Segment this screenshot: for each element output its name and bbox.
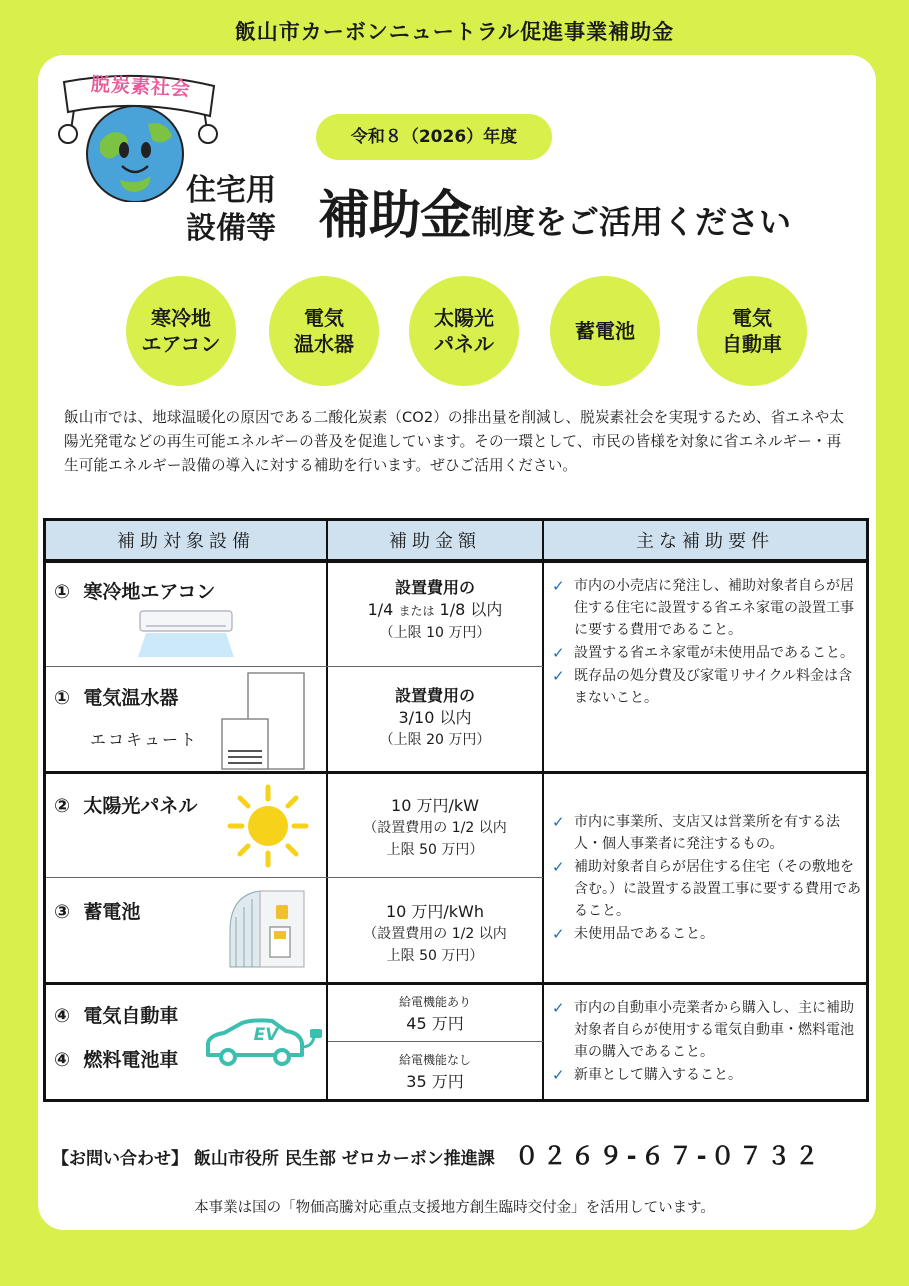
check-icon: ✓ [552, 667, 565, 685]
amount-line3: 上限 50 万円） [386, 948, 484, 964]
check-icon: ✓ [552, 925, 565, 943]
category-circle-ev: 電気 自動車 [697, 276, 807, 386]
headline-rest: 制度をご活用ください [471, 203, 792, 241]
amount-line1: 設置費用の [394, 578, 475, 597]
requirement-item: ✓ 設置する省エネ家電が未使用品であること。 [552, 644, 854, 662]
table-header-requirements: 主な補助要件 [544, 521, 866, 561]
amount-line1: 10 万円/kW [391, 796, 479, 815]
footer-note: 本事業は国の「物価高騰対応重点支援地方創生臨時交付金」を活用しています。 [194, 1200, 715, 1216]
table-row-aircon [54, 577, 215, 604]
group-divider-1 [46, 771, 866, 774]
sun-icon [226, 783, 310, 869]
contact-label: 【お問い合わせ】 [52, 1149, 188, 1169]
requirement-item: ✓ 未使用品であること。 [552, 925, 714, 943]
subject-label [186, 172, 306, 248]
item-name: 電気温水器 [83, 687, 179, 709]
table-row-ev [54, 1001, 178, 1028]
item-number: ① [54, 581, 71, 603]
amount-line1: 設置費用の [394, 686, 475, 705]
col-divider-2 [542, 521, 544, 1099]
requirement-item: ✓ 新車として購入すること。 [552, 1066, 742, 1084]
ev-badge-text: EV [253, 1025, 279, 1045]
check-icon: ✓ [552, 813, 565, 831]
row-divider-2 [46, 877, 543, 878]
subsidy-table [43, 518, 869, 1102]
row-divider-3 [328, 1041, 543, 1042]
mascot-banner-text: 脱炭素社会 [90, 73, 192, 101]
table-row-water-heater [54, 683, 178, 710]
category-circles [0, 276, 909, 386]
amount-ev [328, 991, 542, 1035]
item-sub-ecocute: エコキュート [90, 730, 199, 749]
amount-fcv [328, 1049, 542, 1093]
item-number: ① [54, 687, 71, 709]
headline-big: 補助金 [318, 186, 472, 246]
requirement-item: ✓ 市内の小売店に発注し、補助対象者自らが居住する住宅に設置する省エネ家電の設置工事に要する費用であること。 [552, 577, 854, 638]
check-icon: ✓ [552, 644, 565, 662]
amount-sub: 給電機能なし [398, 1053, 471, 1067]
subject-line1: 住宅用 [186, 173, 276, 208]
item-number: ④ [54, 1005, 71, 1027]
amount-value: 35 万円 [406, 1072, 464, 1091]
requirements-group-vehicles [550, 997, 862, 1087]
category-circle-water-heater: 電気 温水器 [269, 276, 379, 386]
amount-battery [328, 901, 542, 967]
check-icon: ✓ [552, 577, 565, 595]
category-circle-solar: 太陽光 パネル [409, 276, 519, 386]
item-name: 太陽光パネル [83, 795, 198, 817]
amount-line2: （設置費用の 1/2 以内 [363, 926, 507, 942]
amount-line3: 上限 50 万円） [386, 842, 484, 858]
amount-aircon [328, 577, 542, 644]
amount-line1: 10 万円/kWh [385, 902, 485, 921]
item-number: ② [54, 795, 71, 817]
table-row-fcv [54, 1045, 178, 1072]
intro-paragraph: 飯山市では、地球温暖化の原因である二酸化炭素（CO2）の排出量を削減し、脱炭素社会を実現するため、省エネや太陽光発電などの再生可能エネルギーの普及を促進しています。その一環として、市民の皆様を対象に省エネルギー・再生可能エネルギー設備の導入に対する補助を行います。ぜひご活用ください。 [64, 409, 845, 474]
requirement-item: ✓ 補助対象者自らが居住する住宅（その敷地を含む。）に設置する設置工事に要する費用であること。 [552, 858, 861, 919]
category-circle-aircon: 寒冷地 エアコン [126, 276, 236, 386]
row-divider-1 [46, 666, 543, 667]
table-header-equipment: 補助対象設備 [46, 521, 326, 561]
air-conditioner-icon [136, 609, 236, 659]
check-icon: ✓ [552, 999, 565, 1017]
table-row-solar [54, 791, 197, 818]
subject-line2: 設備等 [186, 211, 276, 246]
check-icon: ✓ [552, 1066, 565, 1084]
group-divider-2 [46, 982, 866, 985]
amount-solar [328, 795, 542, 861]
amount-line3: （上限 10 万円） [379, 625, 491, 641]
item-name: 蓄電池 [83, 901, 141, 923]
table-header-amount: 補助金額 [328, 521, 542, 561]
item-number: ③ [54, 901, 71, 923]
item-name: 電気自動車 [83, 1005, 179, 1027]
header-divider [46, 561, 866, 563]
item-number: ④ [54, 1049, 71, 1071]
contact-phone: ０２６９-６７-０７３２ [514, 1142, 823, 1170]
amount-value: 45 万円 [406, 1014, 464, 1033]
contact-office: 飯山市役所 民生部 ゼロカーボン推進課 [193, 1149, 495, 1169]
check-icon: ✓ [552, 858, 565, 876]
item-name: 寒冷地エアコン [83, 581, 216, 603]
requirements-group-solar-battery [550, 811, 862, 946]
item-name: 燃料電池車 [83, 1049, 179, 1071]
requirement-item: ✓ 市内に事業所、支店又は営業所を有する法人・個人事業者に発注するもの。 [552, 813, 840, 852]
category-circle-battery: 蓄電池 [550, 276, 660, 386]
amount-water-heater [328, 685, 542, 751]
requirement-item: ✓ 市内の自動車小売業者から購入し、主に補助対象者自らが使用する電気自動車・燃料電池車の購入であること。 [552, 999, 854, 1060]
headline [318, 184, 878, 254]
page-header-title: 飯山市カーボンニュートラル促進事業補助金 [234, 20, 675, 44]
requirement-item: ✓ 既存品の処分費及び家電リサイクル料金は含まないこと。 [552, 667, 853, 706]
amount-sub: 給電機能あり [398, 995, 471, 1009]
requirements-group-appliances [550, 575, 862, 710]
amount-line3: （上限 20 万円） [379, 732, 491, 748]
amount-line2: 1/4 または 1/8 以内 [367, 600, 503, 619]
amount-line2: 3/10 以内 [398, 708, 472, 727]
amount-line2: （設置費用の 1/2 以内 [363, 820, 507, 836]
storage-battery-icon [226, 887, 306, 969]
water-heater-icon [214, 671, 308, 771]
table-row-battery [54, 897, 140, 924]
fiscal-year-pill: 令和８（2026）年度 [316, 114, 552, 160]
contact-line [52, 1136, 872, 1171]
